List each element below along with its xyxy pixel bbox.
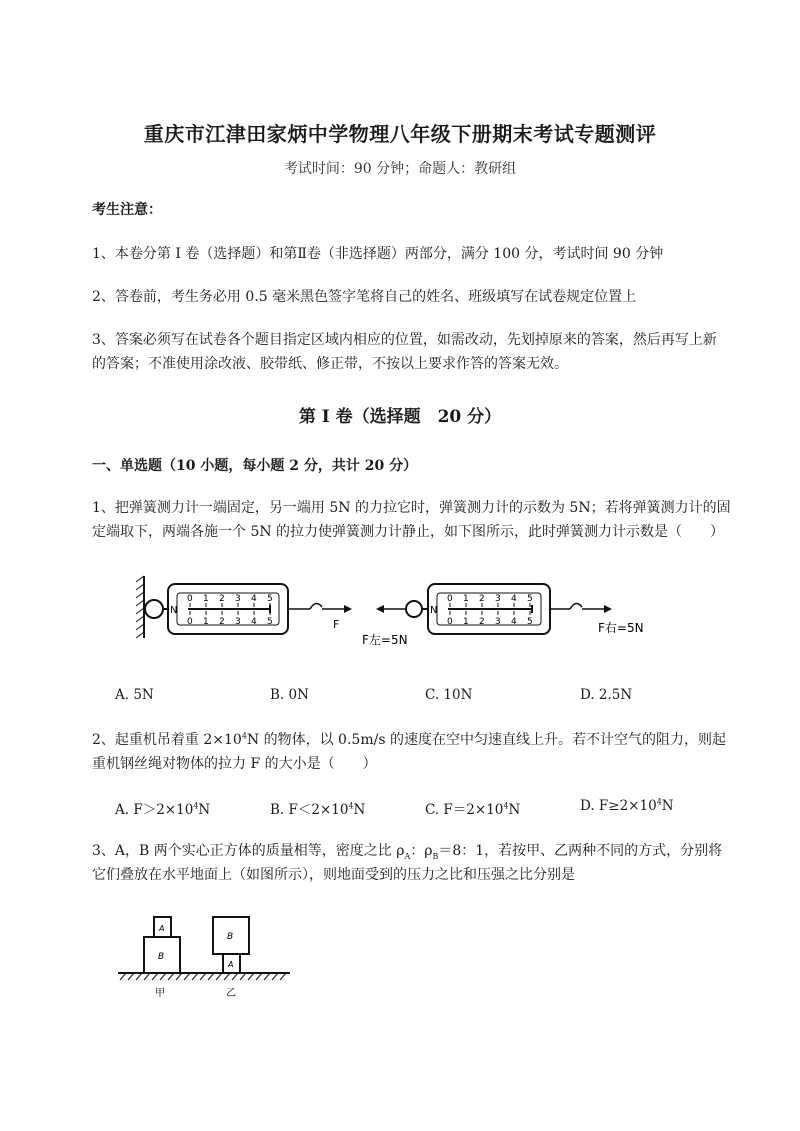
q1-spring-scale-figure	[130, 572, 660, 652]
option-text: C. F＝2×10	[425, 802, 504, 818]
option-exponent: 4	[348, 801, 354, 811]
jia-label: 甲	[155, 988, 165, 999]
spring-scale-right	[376, 584, 612, 634]
q1-option-c[interactable]: C. 10N	[425, 687, 473, 703]
newton-mark: N	[170, 605, 178, 616]
ground-hatching	[120, 973, 286, 980]
scale-number-top: 1	[203, 594, 209, 604]
newton-mark: N	[430, 605, 438, 616]
option-exponent: 4	[193, 801, 199, 811]
page-title: 重庆市江津田家炳中学物理八年级下册期末考试专题测评	[143, 122, 657, 146]
block-a-label: A	[228, 960, 234, 969]
scale-number-bottom: 5	[527, 617, 533, 627]
q2-stem-line2: 重机钢丝绳对物体的拉力 F 的大小是（ ）	[92, 756, 377, 772]
scale-number-bottom: 1	[463, 617, 469, 627]
part-heading: 一、单选题（10 小题，每小题 2 分，共计 20 分）	[92, 458, 418, 474]
q1-option-b[interactable]: B. 0N	[270, 687, 309, 703]
q3-stem-part: ：ρ	[410, 843, 433, 859]
scale-number-bottom: 0	[187, 617, 193, 627]
option-unit: N	[661, 798, 674, 814]
option-unit: N	[353, 802, 366, 818]
notice-item-1: 1、本卷分第 I 卷（选择题）和第Ⅱ卷（非选择题）两部分，满分 100 分，考试时间 90 分钟	[92, 246, 664, 262]
spring-scale-left	[145, 584, 352, 634]
notice-item-3-cont: 的答案；不准使用涂改液、胶带纸、修正带，不按以上要求作答的答案无效。	[92, 356, 568, 372]
scale-number-top: 4	[251, 594, 257, 604]
scale-number-top: 3	[495, 594, 501, 604]
q1-option-a[interactable]: A. 5N	[115, 687, 154, 703]
option-unit: N	[198, 802, 211, 818]
q2-stem-line1	[92, 729, 726, 751]
scale-number-top: 3	[235, 594, 241, 604]
section-title: 第 I 卷（选择题 20 分）	[298, 407, 502, 427]
density-subscript-b: B	[432, 851, 439, 861]
scale-number-top: 2	[479, 594, 485, 604]
q1-option-d[interactable]: D. 2.5N	[580, 687, 633, 703]
q2-option-c[interactable]	[425, 798, 520, 818]
q3-stem-part: 3、A，B 两个实心正方体的质量相等，密度之比 ρ	[92, 843, 405, 859]
scale-number-top: 1	[463, 594, 469, 604]
scale-number-bottom: 4	[251, 617, 257, 627]
notice-heading: 考生注意：	[92, 202, 162, 218]
scale-number-bottom: 0	[447, 617, 453, 627]
force-left-label: F左=5N	[362, 633, 408, 647]
q2-option-a[interactable]	[115, 798, 210, 818]
scale-number-bottom: 2	[219, 617, 225, 627]
scale-number-bottom: 3	[495, 617, 501, 627]
q3-stem-line2: 它们叠放在水平地面上（如图所示），则地面受到的压力之比和压强之比分别是	[92, 867, 575, 883]
scale-number-top: 5	[527, 594, 533, 604]
option-text: A. F＞2×10	[115, 802, 194, 818]
block-b-label: B	[227, 932, 234, 942]
q3-stem-part: ＝8：1，若按甲、乙两种不同的方式，分别将	[438, 843, 723, 859]
block-b-label: B	[158, 952, 165, 962]
q2-option-b[interactable]	[270, 798, 365, 818]
option-unit: N	[508, 802, 521, 818]
scale-number-top: 4	[511, 594, 517, 604]
notice-item-2: 2、答卷前，考生务必用 0.5 毫米黑色签字笔将自己的姓名、班级填写在试卷规定位置上	[92, 289, 637, 305]
wall	[136, 576, 144, 638]
q2-stem-exponent: 4	[241, 731, 247, 741]
q1-stem-line1: 1、把弹簧测力计一端固定，另一端用 5N 的力拉它时，弹簧测力计的示数为 5N；若将弹簧测力计的固	[92, 500, 731, 516]
exam-info: 考试时间：90 分钟；命题人：教研组	[283, 161, 517, 177]
q2-stem-part: 2、起重机吊着重 2×10	[92, 732, 242, 748]
option-exponent: 4	[503, 801, 509, 811]
q2-stem-part: N 的物体，以 0.5m/s 的速度在空中匀速直线上升。若不计空气的阻力，则起	[246, 732, 726, 748]
scale-number-bottom: 4	[511, 617, 517, 627]
scale-number-bottom: 2	[479, 617, 485, 627]
option-exponent: 4	[656, 797, 662, 807]
option-text: B. F＜2×10	[270, 802, 349, 818]
scale-number-bottom: 1	[203, 617, 209, 627]
density-subscript-a: A	[404, 851, 411, 861]
block-a-label: A	[159, 924, 165, 933]
scale-number-top: 5	[267, 594, 273, 604]
scale-number-top: 0	[447, 594, 453, 604]
scale-number-top: 0	[187, 594, 193, 604]
yi-label: 乙	[226, 988, 236, 999]
force-right-label: F右=5N	[598, 621, 644, 635]
scale-number-top: 2	[219, 594, 225, 604]
q3-stem-line1	[92, 840, 722, 862]
q1-stem-line2: 定端取下，两端各施一个 5N 的拉力使弹簧测力计静止，如下图所示，此时弹簧测力计示数是（ ）	[92, 524, 725, 540]
scale-number-bottom: 5	[267, 617, 273, 627]
notice-item-3: 3、答案必须写在试卷各个题目指定区域内相应的位置，如需改动，先划掉原来的答案，然后再写上新	[92, 332, 717, 348]
force-f-label: F	[333, 618, 340, 631]
q2-option-d[interactable]	[580, 798, 674, 814]
q3-stacked-blocks-figure	[112, 910, 302, 1002]
scale-number-bottom: 3	[235, 617, 241, 627]
option-text: D. F≥2×10	[580, 798, 657, 814]
